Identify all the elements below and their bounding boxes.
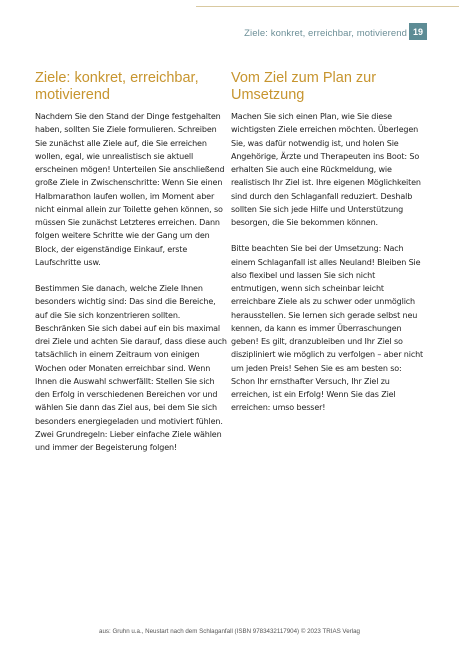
left-column: [35, 70, 228, 454]
page-number-badge: 19: [409, 23, 427, 40]
left-paragraph-2: Bestimmen Sie danach, welche Ziele Ihnen besonders wichtig sind: Das sind die Bereiche, auf die Sie sich konzentrieren sollten. Beschränken Sie sich dabei auf ein bis maximal drei Ziele und achten Sie darauf, dass diese auch tatsächlich in einem Zeitraum von einigen Wochen oder Monaten erreichbar sind. Wenn Ihnen die Auswahl schwerfällt: Stellen Sie sich den Erfolg in verschiedenen Bereichen vor und wählen Sie dann das Ziel aus, bei dem Sie sich besonders energiegeladen und motiviert fühlen. Zwei Grundregeln: Lieber einfache Ziele wählen und immer der Begeisterung folgen!: [35, 284, 227, 452]
right-heading: Vom Ziel zum Plan zur Umsetzung: [231, 70, 377, 103]
header-rule: [196, 6, 459, 7]
running-head: Ziele: konkret, erreichbar, motivierend: [244, 28, 407, 39]
copyright-footer: aus: Gruhn u.a., Neustart nach dem Schlaganfall (ISBN 9783432117904) © 2023 TRIAS Verlag: [99, 628, 360, 635]
left-heading: Ziele: konkret, erreichbar, motivierend: [35, 70, 199, 103]
right-column: [231, 70, 425, 415]
left-paragraph-1: Nachdem Sie den Stand der Dinge festgehalten haben, sollten Sie Ziele formulieren. Schreiben Sie zunächst alle Ziele auf, die Sie erreichen wollen, egal, wie unrealistisch sie aktuell erscheinen mögen! Unterteilen Sie anschließend große Ziele in Zwischenschritte: Wenn Sie einen Halbmarathon laufen wollen, im Moment aber nicht einmal allein zur Toilette gehen können, so müssen Sie zunächst Letzteres erreichen. Dann folgen weitere Schritte wie der Gang um den Block, der eigenständige Einkauf, erste Laufschritte usw.: [35, 112, 225, 267]
right-paragraph-1: Machen Sie sich einen Plan, wie Sie diese wichtigsten Ziele erreichen möchten. Überlegen Sie, was dafür notwendig ist, und holen Sie Angehörige, Ärzte und Therapeuten ins Boot: So erhalten Sie auch eine Rückmeldung, wie realistisch Ihr Ziel ist. Ihre eigenen Möglichkeiten sind durch den Schlaganfall reduziert. Deshalb sollten Sie sich jede Hilfe und Unterstützung besorgen, die Sie bekommen können.: [231, 112, 421, 227]
right-paragraph-2: Bitte beachten Sie bei der Umsetzung: Nach einem Schlaganfall ist alles Neuland! Bleiben Sie also flexibel und lassen Sie sich nicht entmutigen, wenn sich scheinbar leicht erreichbare Ziele als zu schwer oder unmöglich herausstellen. Sie lernen sich gerade selbst neu kennen, da kann es immer Überraschungen geben! Es gilt, dranzubleiben und Ihr Ziel so diszipliniert wie möglich zu verfolgen – aber nicht um jeden Preis! Sehen Sie es am besten so: Schon Ihr ernsthafter Versuch, Ihr Ziel zu erreichen, ist ein Erfolg! Wenn Sie das Ziel erreichen: umso besser!: [231, 244, 424, 413]
